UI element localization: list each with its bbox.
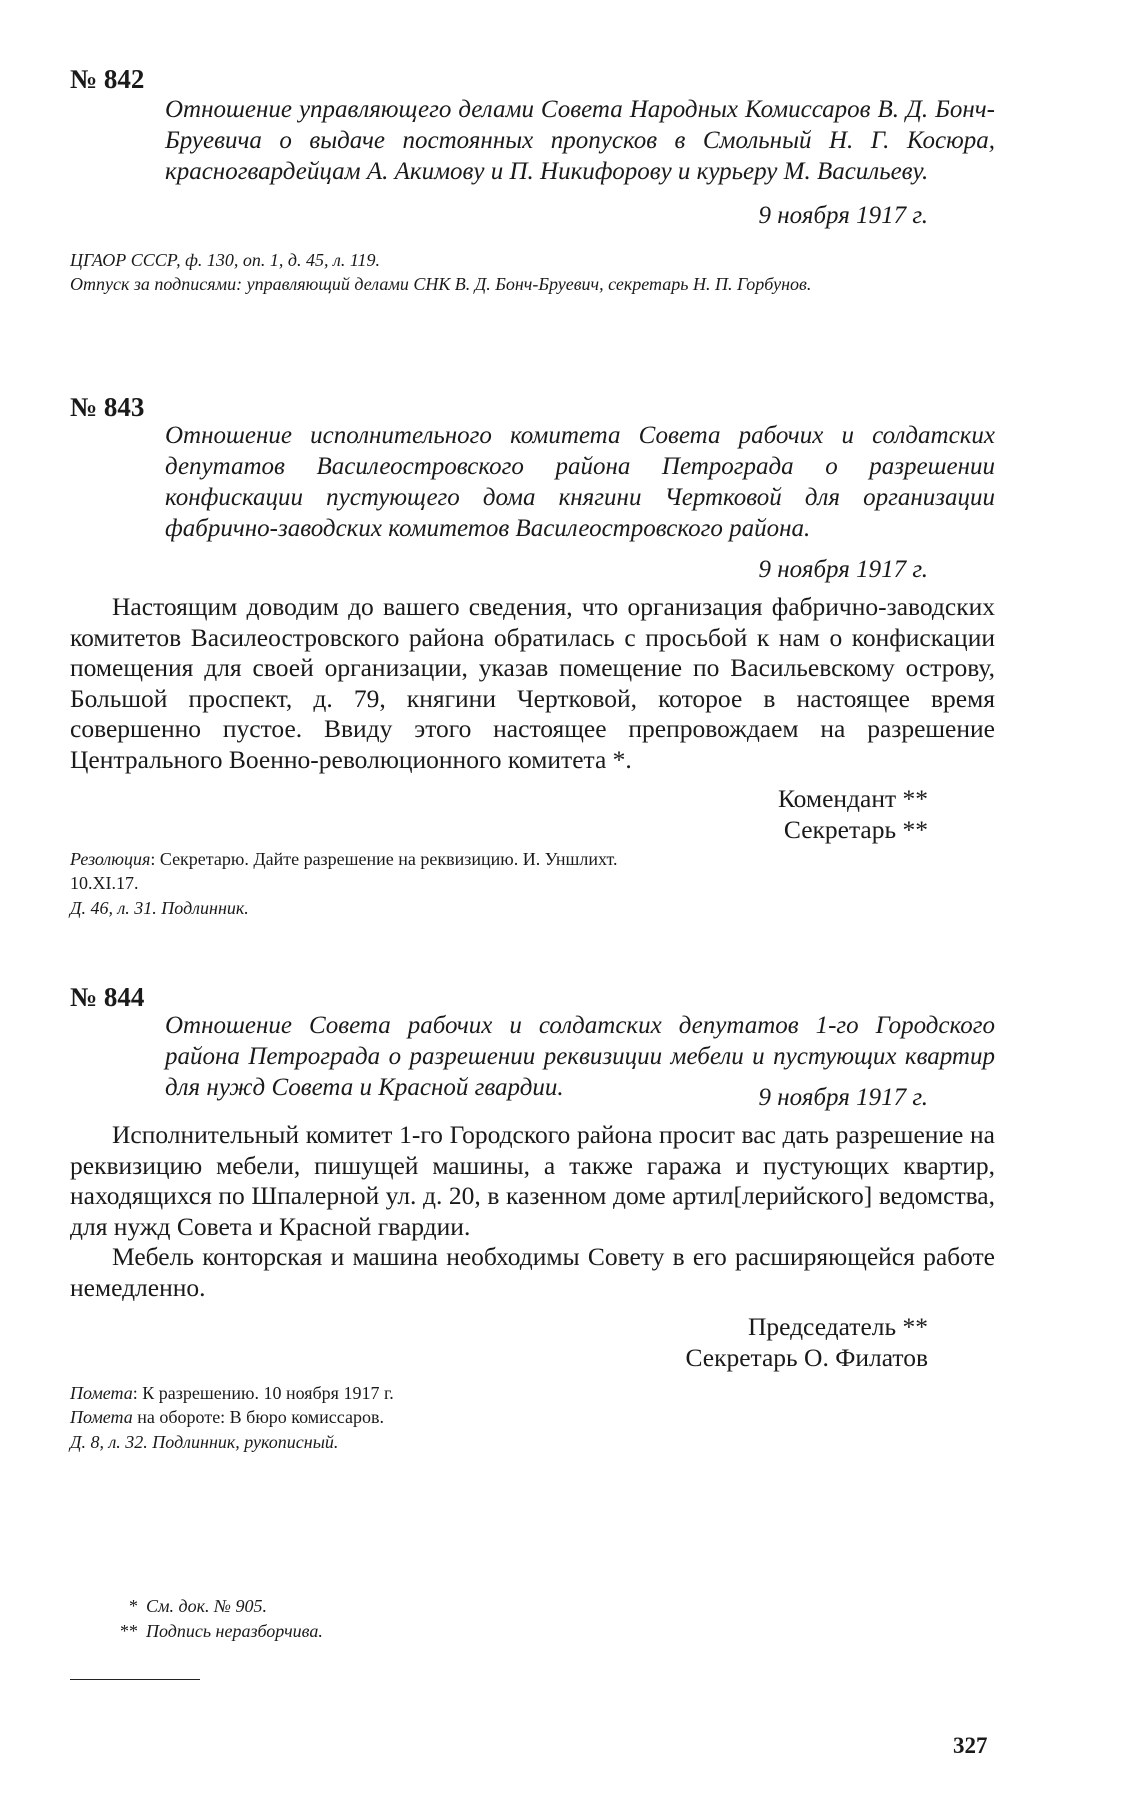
signature-secretary-filatov: Секретарь О. Филатов bbox=[685, 1342, 928, 1372]
doc-843-signatures bbox=[778, 784, 928, 845]
doc-844-date: 9 ноября 1917 г. bbox=[758, 1084, 928, 1111]
doc-842-number: № 842 bbox=[70, 64, 145, 94]
doc-842-date: 9 ноября 1917 г. bbox=[758, 202, 928, 229]
doc-843-title: Отношение исполнительного комитета Совета рабочих и солдатских депутатов Василеостровского района Петрограда о разрешении конфискации пустующего дома княгини Чертковой для организации фабрично-заводских комитетов Василеостровского района. bbox=[165, 422, 995, 542]
footnote-1 bbox=[100, 1596, 267, 1617]
doc-844-title: Отношение Совета рабочих и солдатских депутатов 1-го Городского района Петрограда о разрешении реквизиции мебели и пустующих квартир для нужд Совета и Красной гвардии. bbox=[165, 1012, 995, 1101]
footnote-text: Подпись неразборчива. bbox=[146, 1621, 323, 1641]
doc-843-resolution bbox=[70, 847, 995, 895]
mark-label-2: Помета bbox=[70, 1407, 133, 1427]
mark-text-1: : К разрешению. 10 ноября 1917 г. bbox=[132, 1383, 394, 1403]
footnote-text: См. док. № 905. bbox=[146, 1596, 267, 1616]
footnote-marker: ** bbox=[120, 1621, 138, 1641]
resolution-label: Резолюция bbox=[70, 849, 151, 869]
doc-843-body bbox=[70, 592, 995, 775]
page-number: 327 bbox=[953, 1733, 988, 1758]
resolution-date: 10.XI.17. bbox=[70, 873, 139, 893]
signature-commandant: Комендант ** bbox=[777, 784, 928, 813]
doc-842-title: Отношение управляющего делами Совета Народных Комиссаров В. Д. Бонч-Бруевича о выдаче постоянных пропусков в Смольный Н. Г. Косюра, красногвардейцам А. Акимову и П. Никифорову и курьеру М. Васильеву. bbox=[165, 96, 995, 185]
doc-844-source: Д. 8, л. 32. Подлинник, рукописный. bbox=[70, 1432, 339, 1452]
doc-843-date: 9 ноября 1917 г. bbox=[758, 556, 928, 583]
doc-844-signatures bbox=[685, 1312, 928, 1373]
doc-843-source: Д. 46, л. 31. Подлинник. bbox=[70, 898, 249, 918]
doc-844-number: № 844 bbox=[70, 982, 145, 1012]
doc-844-paragraph-2: Мебель конторская и машина необходимы Совету в его расширяющейся работе немедленно. bbox=[70, 1242, 995, 1302]
doc-843-paragraph: Настоящим доводим до вашего сведения, что организация фабрично-заводских комитетов Василеостровского района обратилась с просьбой к нам о конфискации помещения для своей организации, указав помещение по Васильевскому острову, Большой проспект, д. 79, княгини Чертковой, которое в настоящее время совершенно пустое. Ввиду этого настоящее препровождаем на разрешение Центрального Военно-революционного комитета *. bbox=[70, 592, 995, 774]
mark-label-1: Помета bbox=[70, 1383, 133, 1403]
doc-842-source: ЦГАОР СССР, ф. 130, оп. 1, д. 45, л. 119. bbox=[70, 250, 381, 270]
doc-843-number: № 843 bbox=[70, 392, 145, 422]
footnote-divider bbox=[70, 1679, 200, 1680]
doc-844-paragraph-1: Исполнительный комитет 1-го Городского района просит вас дать разрешение на реквизицию мебели, пишущей машины, а также гаража и пустующих квартир, находящихся по Шпалерной ул. д. 20, в казенном доме артил[лерийского] ведомства, для нужд Совета и Красной гвардии. bbox=[70, 1120, 995, 1241]
resolution-text: : Секретарю. Дайте разрешение на реквизицию. И. Уншлихт. bbox=[150, 849, 618, 869]
doc-842-note: Отпуск за подписями: управляющий делами СНК В. Д. Бонч-Бруевич, секретарь Н. П. Горбунов. bbox=[70, 274, 812, 294]
doc-844-marks bbox=[70, 1381, 995, 1429]
doc-844-body bbox=[70, 1120, 995, 1303]
footnote-marker: * bbox=[129, 1596, 138, 1616]
footnote-2 bbox=[100, 1621, 323, 1642]
signature-chairman: Председатель ** bbox=[747, 1312, 928, 1341]
mark-text-2: на обороте: В бюро комиссаров. bbox=[132, 1407, 384, 1427]
signature-secretary: Секретарь ** bbox=[783, 814, 928, 844]
